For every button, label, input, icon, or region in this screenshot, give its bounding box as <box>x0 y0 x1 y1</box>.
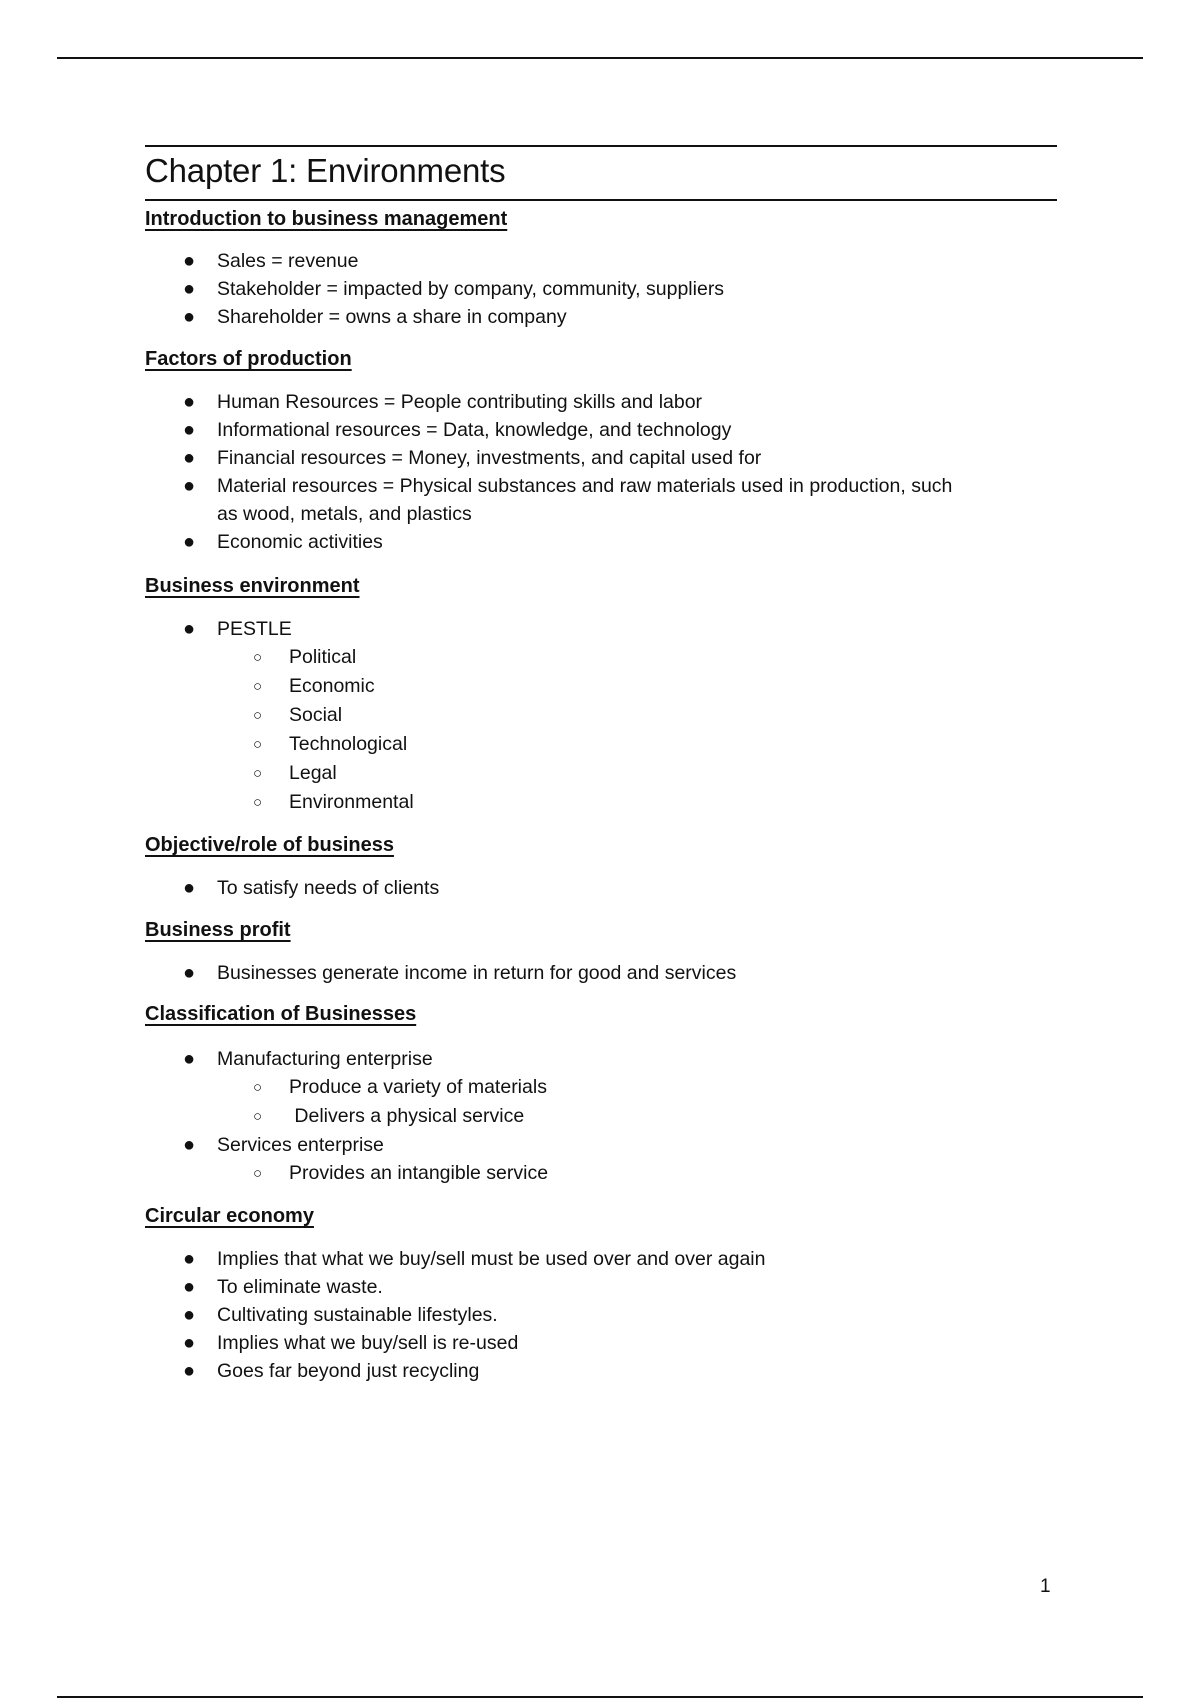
bullet-icon: ● <box>183 962 196 984</box>
bullet-icon: ● <box>183 475 196 497</box>
sub-list-item: ○ Economic <box>145 672 1057 701</box>
sub-list-item: ○ Political <box>145 643 1057 672</box>
list-item: ● To eliminate waste. <box>145 1273 1057 1301</box>
hollow-bullet-icon: ○ <box>253 707 263 724</box>
bullet-icon: ● <box>183 278 196 300</box>
bullet-icon: ● <box>183 1332 196 1354</box>
sub-list-item: ○ Environmental <box>145 788 1057 817</box>
list-item: ● Services enterprise <box>145 1131 1057 1159</box>
list-item: ● To satisfy needs of clients <box>145 874 1057 902</box>
section-heading-profit: Business profit <box>145 919 291 941</box>
hollow-bullet-icon: ○ <box>253 1165 263 1182</box>
list-item: ● Stakeholder = impacted by company, community, suppliers <box>145 275 1057 303</box>
profit-list <box>145 959 1057 987</box>
section-heading-environment: Business environment <box>145 575 360 597</box>
title-block <box>145 145 1057 201</box>
list-item: ● Economic activities <box>145 528 1057 556</box>
objective-list <box>145 874 1057 902</box>
list-item: ● Cultivating sustainable lifestyles. <box>145 1301 1057 1329</box>
factors-list <box>145 388 1057 556</box>
bullet-icon: ● <box>183 250 196 272</box>
list-item: ● Informational resources = Data, knowledge, and technology <box>145 416 1057 444</box>
list-item: ● Implies what we buy/sell is re-used <box>145 1329 1057 1357</box>
sub-list-item: ○ Legal <box>145 759 1057 788</box>
list-item: ● Manufacturing enterprise <box>145 1045 1057 1073</box>
list-item: ● Shareholder = owns a share in company <box>145 303 1057 331</box>
hollow-bullet-icon: ○ <box>253 649 263 666</box>
sub-list-item: ○ Technological <box>145 730 1057 759</box>
bullet-icon: ● <box>183 877 196 899</box>
sub-list-item: ○ Produce a variety of materials <box>145 1073 1057 1102</box>
bullet-icon: ● <box>183 531 196 553</box>
pestle-sublist <box>145 643 1057 817</box>
bullet-icon: ● <box>183 1048 196 1070</box>
sub-list-item: ○ Provides an intangible service <box>145 1159 1057 1188</box>
services-sublist <box>145 1159 1057 1188</box>
bullet-icon: ● <box>183 1134 196 1156</box>
document-body <box>145 145 1057 1385</box>
list-item: ● Human Resources = People contributing skills and labor <box>145 388 1057 416</box>
manufacturing-sublist <box>145 1073 1057 1131</box>
section-heading-classification: Classification of Businesses <box>145 1003 417 1025</box>
hollow-bullet-icon: ○ <box>253 794 263 811</box>
bullet-icon: ● <box>183 1276 196 1298</box>
list-item: ● Material resources = Physical substances and raw materials used in production, such as wood, metals, and plastics <box>145 472 1057 528</box>
list-item: ● Financial resources = Money, investments, and capital used for <box>145 444 1057 472</box>
hollow-bullet-icon: ○ <box>253 1108 263 1125</box>
bullet-icon: ● <box>183 1304 196 1326</box>
circular-list <box>145 1245 1057 1385</box>
environment-list <box>145 615 1057 643</box>
list-item: ● Goes far beyond just recycling <box>145 1357 1057 1385</box>
section-heading-factors: Factors of production <box>145 348 352 370</box>
bullet-icon: ● <box>183 306 196 328</box>
classification-list <box>145 1045 1057 1073</box>
bullet-icon: ● <box>183 391 196 413</box>
chapter-title: Chapter 1: Environments <box>145 152 506 189</box>
bullet-icon: ● <box>183 419 196 441</box>
bullet-icon: ● <box>183 447 196 469</box>
hollow-bullet-icon: ○ <box>253 736 263 753</box>
page-top-rule <box>57 57 1143 59</box>
list-item: ● Sales = revenue <box>145 247 1057 275</box>
list-item: ● Businesses generate income in return for good and services <box>145 959 1057 987</box>
section-heading-intro: Introduction to business management <box>145 208 508 230</box>
section-heading-circular: Circular economy <box>145 1205 314 1227</box>
classification-list-2 <box>145 1131 1057 1159</box>
hollow-bullet-icon: ○ <box>253 1079 263 1096</box>
bullet-icon: ● <box>183 1360 196 1382</box>
section-heading-objective: Objective/role of business <box>145 834 394 856</box>
intro-list <box>145 247 1057 331</box>
hollow-bullet-icon: ○ <box>253 765 263 782</box>
hollow-bullet-icon: ○ <box>253 678 263 695</box>
sub-list-item: ○ Delivers a physical service <box>145 1102 1057 1131</box>
page-bottom-rule <box>57 1696 1143 1698</box>
list-item: ● Implies that what we buy/sell must be used over and over again <box>145 1245 1057 1273</box>
bullet-icon: ● <box>183 618 196 640</box>
list-item: ● PESTLE <box>145 615 1057 643</box>
sub-list-item: ○ Social <box>145 701 1057 730</box>
page-number: 1 <box>1040 1576 1051 1597</box>
bullet-icon: ● <box>183 1248 196 1270</box>
